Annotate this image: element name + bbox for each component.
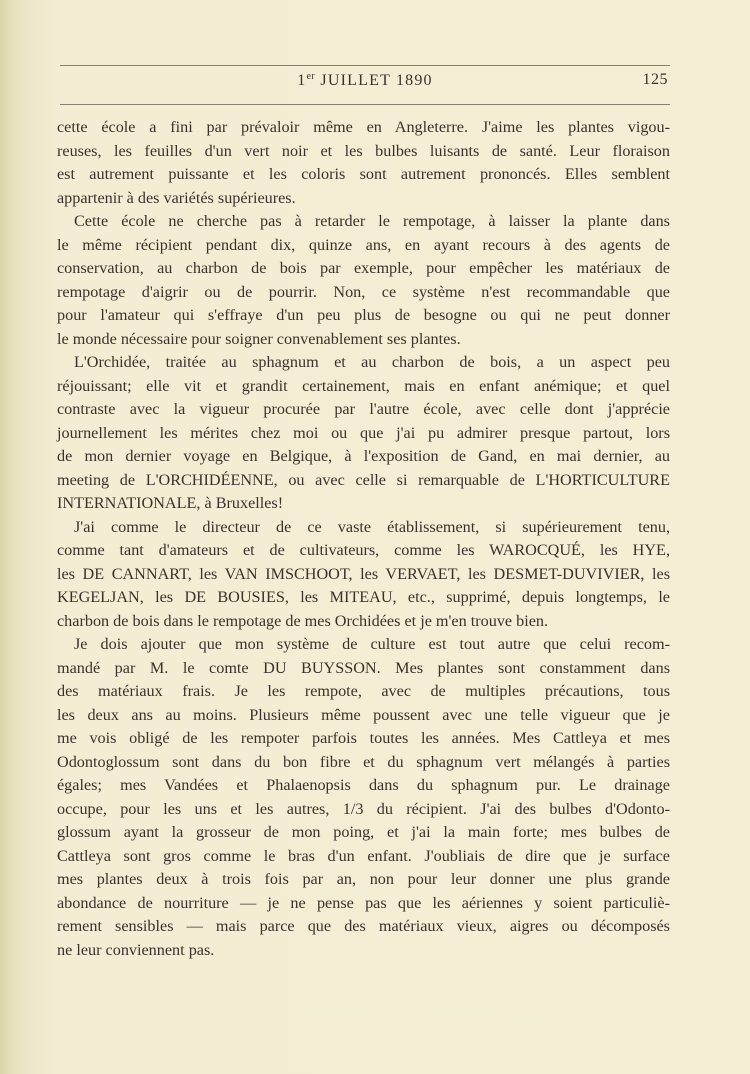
text-line: meeting de L'ORCHIDÉENNE, ou avec celle si remarquable de L'HORTICULTURE — [57, 470, 670, 489]
header-date — [60, 71, 670, 90]
text-line: comme tant d'amateurs et de cultivateurs, comme les WAROCQUÉ, les HYE, — [57, 541, 670, 559]
text-line: est autrement puissante et les coloris sont autrement prononcés. Elles semblent — [57, 165, 670, 183]
text-line: les deux ans au moins. Plusieurs même poussent avec une telle vigueur que je — [57, 705, 670, 724]
header-rule-top — [60, 65, 670, 66]
text-line: KEGELJAN, les DE BOUSIES, les MITEAU, etc., supprimé, depuis longtemps, le — [57, 588, 670, 606]
text-line: appartenir à des variétés supérieures. — [57, 188, 296, 207]
text-line: conservation, au charbon de bois par exemple, pour empêcher les matériaux de — [57, 259, 670, 277]
text-line: charbon de bois dans le rempotage de mes Orchidées et je m'en trouve bien. — [57, 611, 549, 630]
text-line: J'ai comme le directeur de ce vaste établissement, si supérieurement tenu, — [74, 517, 670, 536]
text-line: réjouissant; elle vit et grandit certainement, mais en enfant anémique; et quel — [57, 376, 670, 395]
text-line: Cette école ne cherche pas à retarder le rempotage, à laisser la plante dans — [74, 212, 670, 230]
page-number: 125 — [642, 71, 668, 88]
text-line: journellement les mérites chez moi ou que j'ai pu admirer presque partout, lors — [57, 423, 670, 442]
text-line: égales; mes Vandées et Phalaenopsis dans du sphagnum pur. Le drainage — [57, 776, 670, 794]
text-line: les DE CANNART, les VAN IMSCHOOT, les VERVAET, les DESMET-DUVIVIER, les — [57, 564, 670, 583]
text-line: de mon dernier voyage en Belgique, à l'exposition de Gand, en mai dernier, au — [57, 447, 670, 465]
header-rule-bottom — [60, 104, 670, 105]
body-text — [57, 116, 670, 962]
text-line: ne leur conviennent pas. — [57, 940, 215, 959]
text-line: mes plantes deux à trois fois par an, non pour leur donner une plus grande — [57, 870, 670, 888]
header-date-number: 1 — [297, 72, 307, 89]
text-line: glossum ayant la grosseur de mon poing, et j'ai la main forte; mes bulbes de — [57, 823, 670, 841]
running-header — [60, 71, 670, 97]
text-line: Je dois ajouter que mon système de culture est tout autre que celui recom- — [74, 635, 670, 653]
text-line: le même récipient pendant dix, quinze ans, en ayant recours à des agents de — [57, 235, 670, 254]
text-line: Odontoglossum sont dans du bon fibre et du sphagnum vert mélangés à parties — [57, 752, 670, 771]
text-line: Cattleya sont gros comme le bras d'un enfant. J'oubliais de dire que je surface — [57, 846, 670, 865]
text-line: rement sensibles — mais parce que des matériaux vieux, aigres ou décomposés — [57, 917, 670, 935]
header-date-month-year: JUILLET 1890 — [315, 72, 433, 89]
text-line: rempotage d'aigrir ou de pourrir. Non, ce système n'est recommandable que — [57, 282, 670, 301]
text-line: reuses, les feuilles d'un vert noir et les bulbes luisants de santé. Leur floraison — [57, 141, 670, 160]
text-line: cette école a fini par prévaloir même en Angleterre. J'aime les plantes vigou- — [57, 118, 670, 136]
text-line: L'Orchidée, traitée au sphagnum et au charbon de bois, a un aspect peu — [74, 353, 670, 371]
text-line: mandé par M. le comte DU BUYSSON. Mes plantes sont constamment dans — [57, 658, 670, 677]
text-line: INTERNATIONALE, à Bruxelles! — [57, 494, 284, 512]
text-line: contraste avec la vigueur procurée par l'autre école, avec celle dont j'apprécie — [57, 400, 670, 418]
header-date-superscript: er — [306, 71, 316, 82]
text-line: des matériaux frais. Je les rempote, avec de multiples précautions, tous — [57, 682, 670, 700]
text-line: le monde nécessaire pour soigner convenablement ses plantes. — [57, 329, 461, 348]
text-line: me vois obligé de les rempoter parfois toutes les années. Mes Cattleya et mes — [57, 729, 670, 747]
text-line: occupe, pour les uns et les autres, 1/3 du récipient. J'ai des bulbes d'Odonto- — [57, 799, 670, 818]
text-line: pour l'amateur qui s'effraye d'un peu plus de besogne ou qui ne peut donner — [57, 306, 670, 324]
text-line: abondance de nourriture — je ne pense pas que les aériennes y soient particuliè- — [57, 893, 670, 912]
